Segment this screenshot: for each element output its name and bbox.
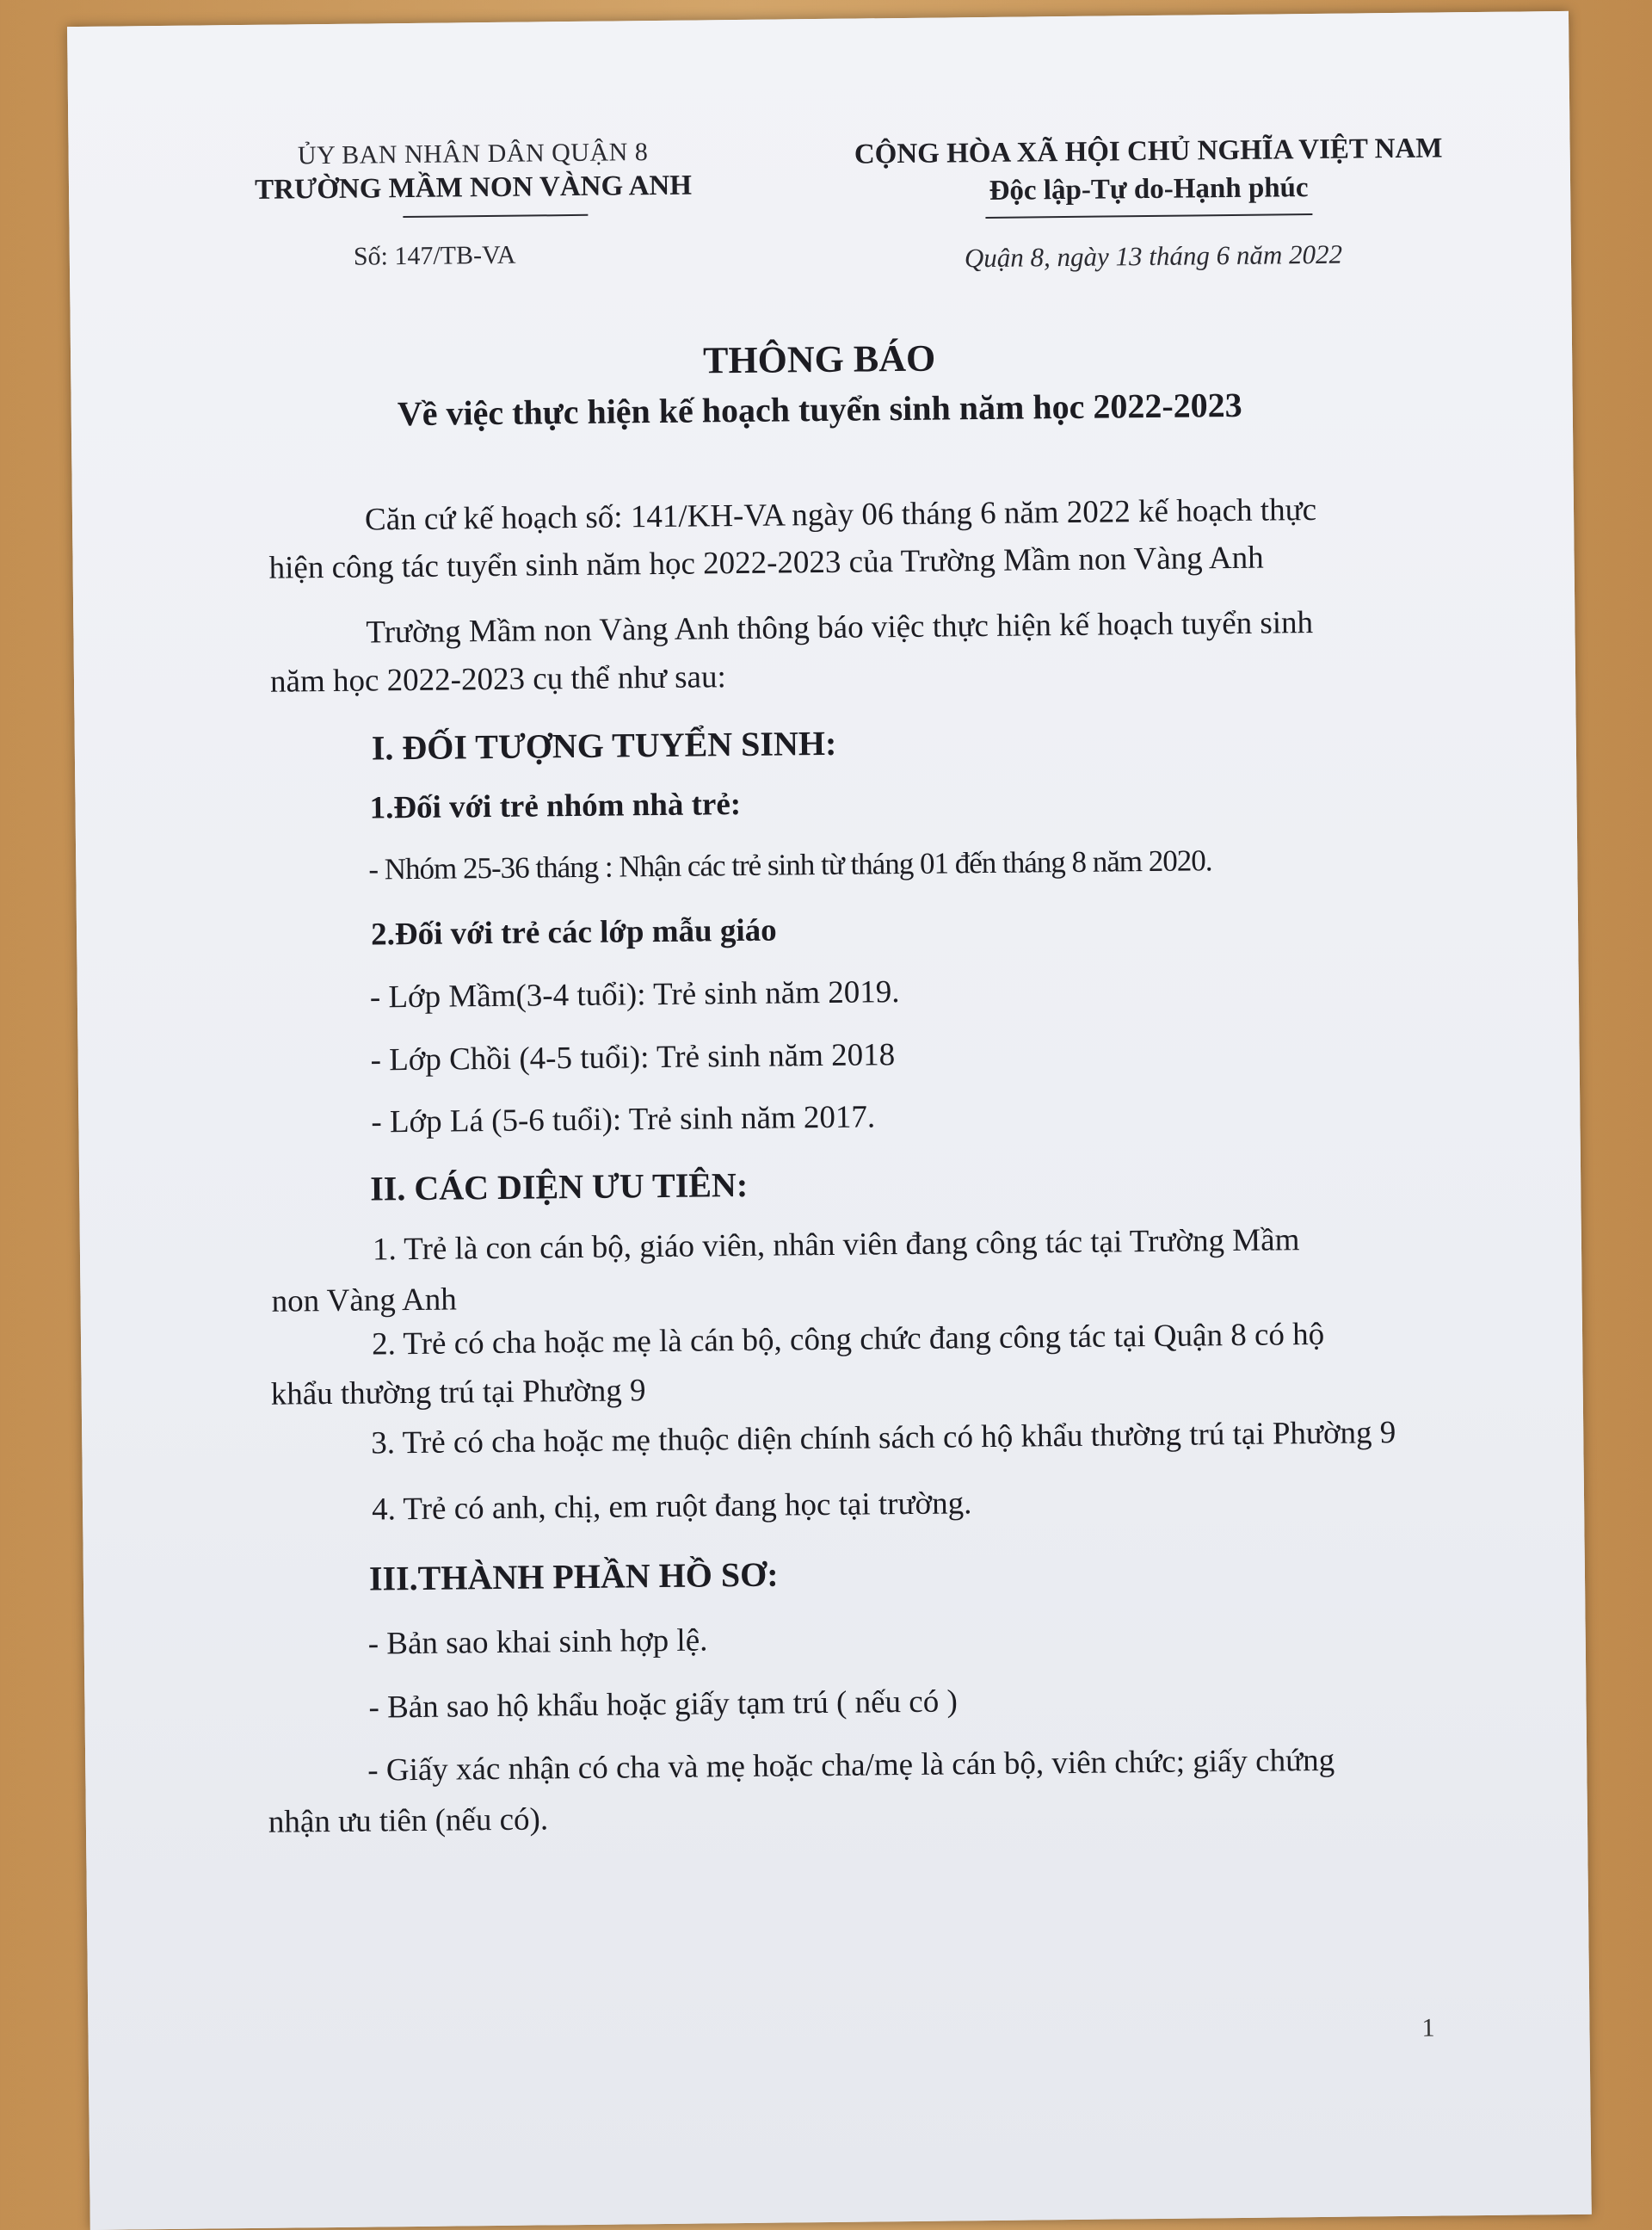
list-item: - Lớp Lá (5-6 tuổi): Trẻ sinh năm 2017. <box>371 1099 876 1140</box>
section-1-sub-1-heading: 1.Đối với trẻ nhóm nhà trẻ: <box>369 786 742 826</box>
school-name: TRƯỜNG MẦM NON VÀNG ANH <box>254 170 693 206</box>
document-title: THÔNG BÁO <box>702 337 936 382</box>
national-motto: Độc lập-Tự do-Hạnh phúc <box>989 172 1309 207</box>
document-page <box>67 11 1592 2230</box>
priority-item-2-line-2: khẩu thường trú tại Phường 9 <box>270 1373 646 1412</box>
intro-paragraph-1-line-1: Căn cứ kế hoạch số: 141/KH-VA ngày 06 tháng 6 năm 2022 kế hoạch thực <box>364 491 1317 538</box>
national-title: CỘNG HÒA XÃ HỘI CHỦ NGHĨA VIỆT NAM <box>854 133 1443 170</box>
document-item-3-line-2: nhận ưu tiên (nếu có). <box>268 1801 549 1840</box>
priority-item-1-line-1: 1. Trẻ là con cán bộ, giáo viên, nhân viên đang công tác tại Trường Mầm <box>372 1222 1300 1268</box>
section-2-heading: II. CÁC DIỆN ƯU TIÊN: <box>369 1164 749 1208</box>
priority-item-2-line-1: 2. Trẻ có cha hoặc mẹ là cán bộ, công chức đang công tác tại Quận 8 có hộ <box>371 1316 1325 1362</box>
document-date: Quận 8, ngày 13 tháng 6 năm 2022 <box>964 238 1343 274</box>
priority-item-3: 3. Trẻ có cha hoặc mẹ thuộc diện chính sách có hộ khẩu thường trú tại Phường 9 <box>371 1415 1396 1461</box>
intro-paragraph-2-line-1: Trường Mầm non Vàng Anh thông báo việc thực hiện kế hoạch tuyển sinh <box>366 605 1314 651</box>
document-item-2: - Bản sao hộ khẩu hoặc giấy tạm trú ( nếu có ) <box>368 1683 958 1726</box>
left-header-underline <box>403 214 588 218</box>
intro-paragraph-1-line-2: hiện công tác tuyển sinh năm học 2022-2023 của Trường Mầm non Vàng Anh <box>268 540 1264 586</box>
section-1-heading: I. ĐỐI TƯỢNG TUYỂN SINH: <box>371 723 837 768</box>
document-number: Số: 147/TB-VA <box>353 240 516 271</box>
list-item: - Lớp Mầm(3-4 tuổi): Trẻ sinh năm 2019. <box>369 974 900 1016</box>
list-item: - Lớp Chồi (4-5 tuổi): Trẻ sinh năm 2018 <box>370 1037 896 1078</box>
document-item-1: - Bản sao khai sinh hợp lệ. <box>367 1622 708 1662</box>
right-header-underline <box>985 213 1312 219</box>
agency-name: ỦY BAN NHÂN DÂN QUẬN 8 <box>297 138 649 170</box>
section-1-sub-1-item: - Nhóm 25-36 tháng : Nhận các trẻ sinh từ tháng 01 đến tháng 8 năm 2020. <box>368 843 1212 886</box>
page-number: 1 <box>1421 2013 1435 2042</box>
section-3-heading: III.THÀNH PHẦN HỒ SƠ: <box>368 1554 779 1598</box>
intro-paragraph-2-line-2: năm học 2022-2023 cụ thể như sau: <box>269 659 726 700</box>
document-subtitle: Về việc thực hiện kế hoạch tuyển sinh năm học 2022-2023 <box>397 385 1242 434</box>
priority-item-4: 4. Trẻ có anh, chị, em ruột đang học tại trường. <box>371 1486 972 1528</box>
section-1-sub-2-heading: 2.Đối với trẻ các lớp mẫu giáo <box>370 912 777 953</box>
document-item-3-line-1: - Giấy xác nhận có cha và mẹ hoặc cha/mẹ là cán bộ, viên chức; giấy chứng <box>367 1742 1335 1788</box>
priority-item-1-line-2: non Vàng Anh <box>271 1282 457 1319</box>
